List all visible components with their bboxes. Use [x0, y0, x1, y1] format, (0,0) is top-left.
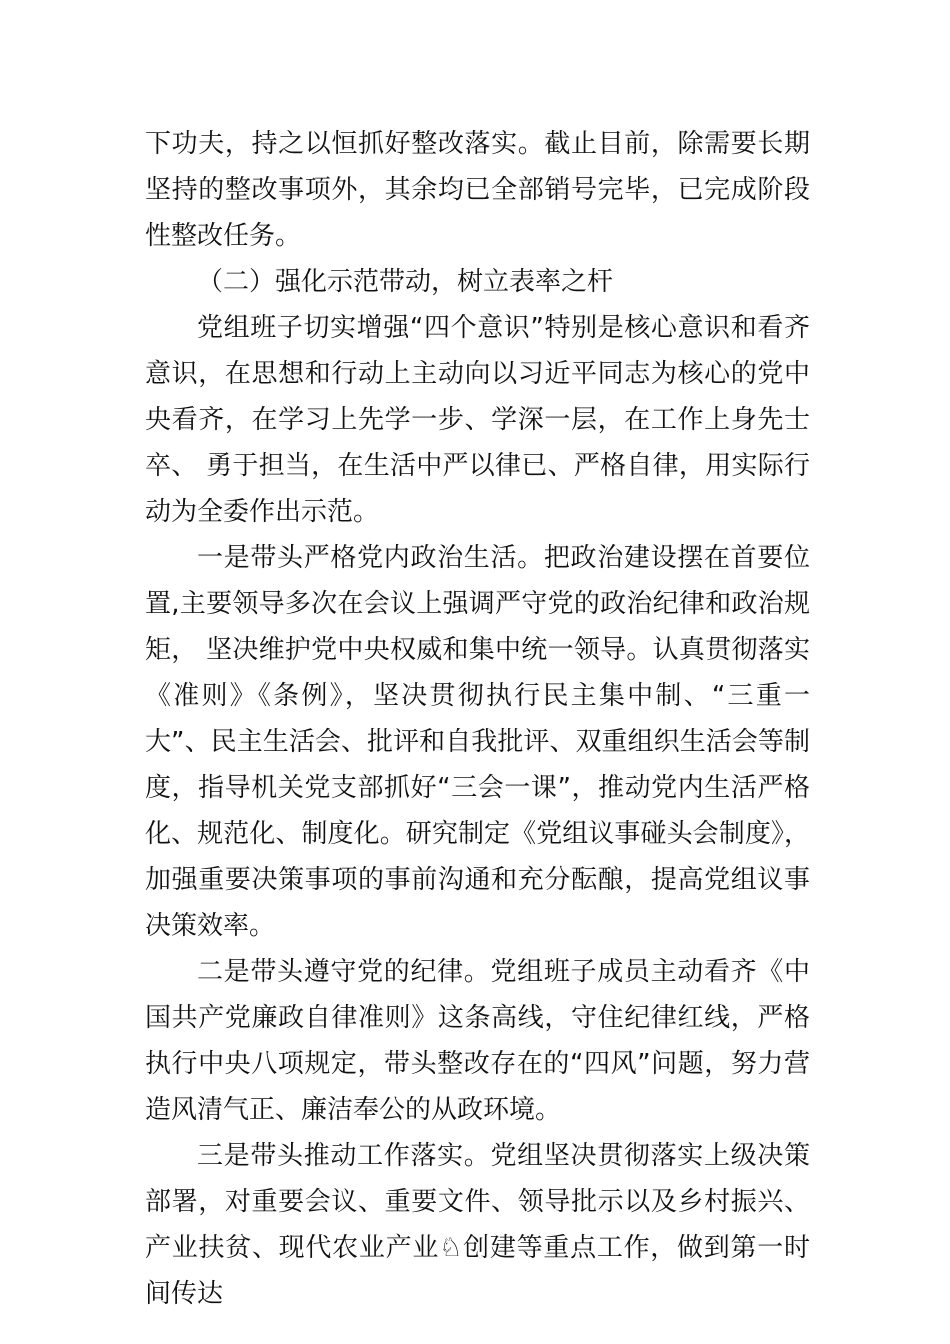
paragraph-party-discipline: 二是带头遵守党的纪律。党组班子成员主动看齐《中国共产党廉政自律准则》这条高线，守住纪律红线，严格执行中央八项规定，带头整改存在的“四风”问题，努力营造风清气正、廉洁奉公的从政环境。	[145, 957, 810, 1125]
paragraph-work-implementation: 三是带头推动工作落实。党组坚决贯彻落实上级决策部署，对重要会议、重要文件、领导批示以及乡村振兴、产业扶贫、现代农业产业♘创建等重点工作，做到第一时间传达	[145, 1141, 810, 1309]
paragraph-rectification-summary: 下功夫，持之以恒抓好整改落实。截止目前，除需要长期坚持的整改事项外，其余均已全部销号完毕，已完成阶段性整改任务。	[145, 129, 810, 251]
section-heading-2: （二）强化示范带动，树立表率之杆	[197, 267, 614, 297]
document-body	[145, 121, 810, 1317]
paragraph-political-life: 一是带头严格党内政治生活。把政治建设摆在首要位置,主要领导多次在会议上强调严守党的政治纪律和政治规矩， 坚决维护党中央权威和集中统一领导。认真贯彻落实《准则》《条例》，坚决贯彻执行民主集中制、“三重一大”、民主生活会、批评和自我批评、双重组织生活会等制度，指导机关党支部抓好“三会一课”，推动党内生活严格化、规范化、制度化。研究制定《党组议事碰头会制度》，加强重要决策事项的事前沟通和充分酝酿，提高党组议事决策效率。	[145, 543, 810, 941]
paragraph-four-consciousness: 党组班子切实增强“四个意识”特别是核心意识和看齐意识，在思想和行动上主动向以习近平同志为核心的党中央看齐，在学习上先学一步、学深一层，在工作上身先士卒、 勇于担当，在生活中严以律已、严格自律，用实际行动为全委作出示范。	[145, 313, 810, 527]
